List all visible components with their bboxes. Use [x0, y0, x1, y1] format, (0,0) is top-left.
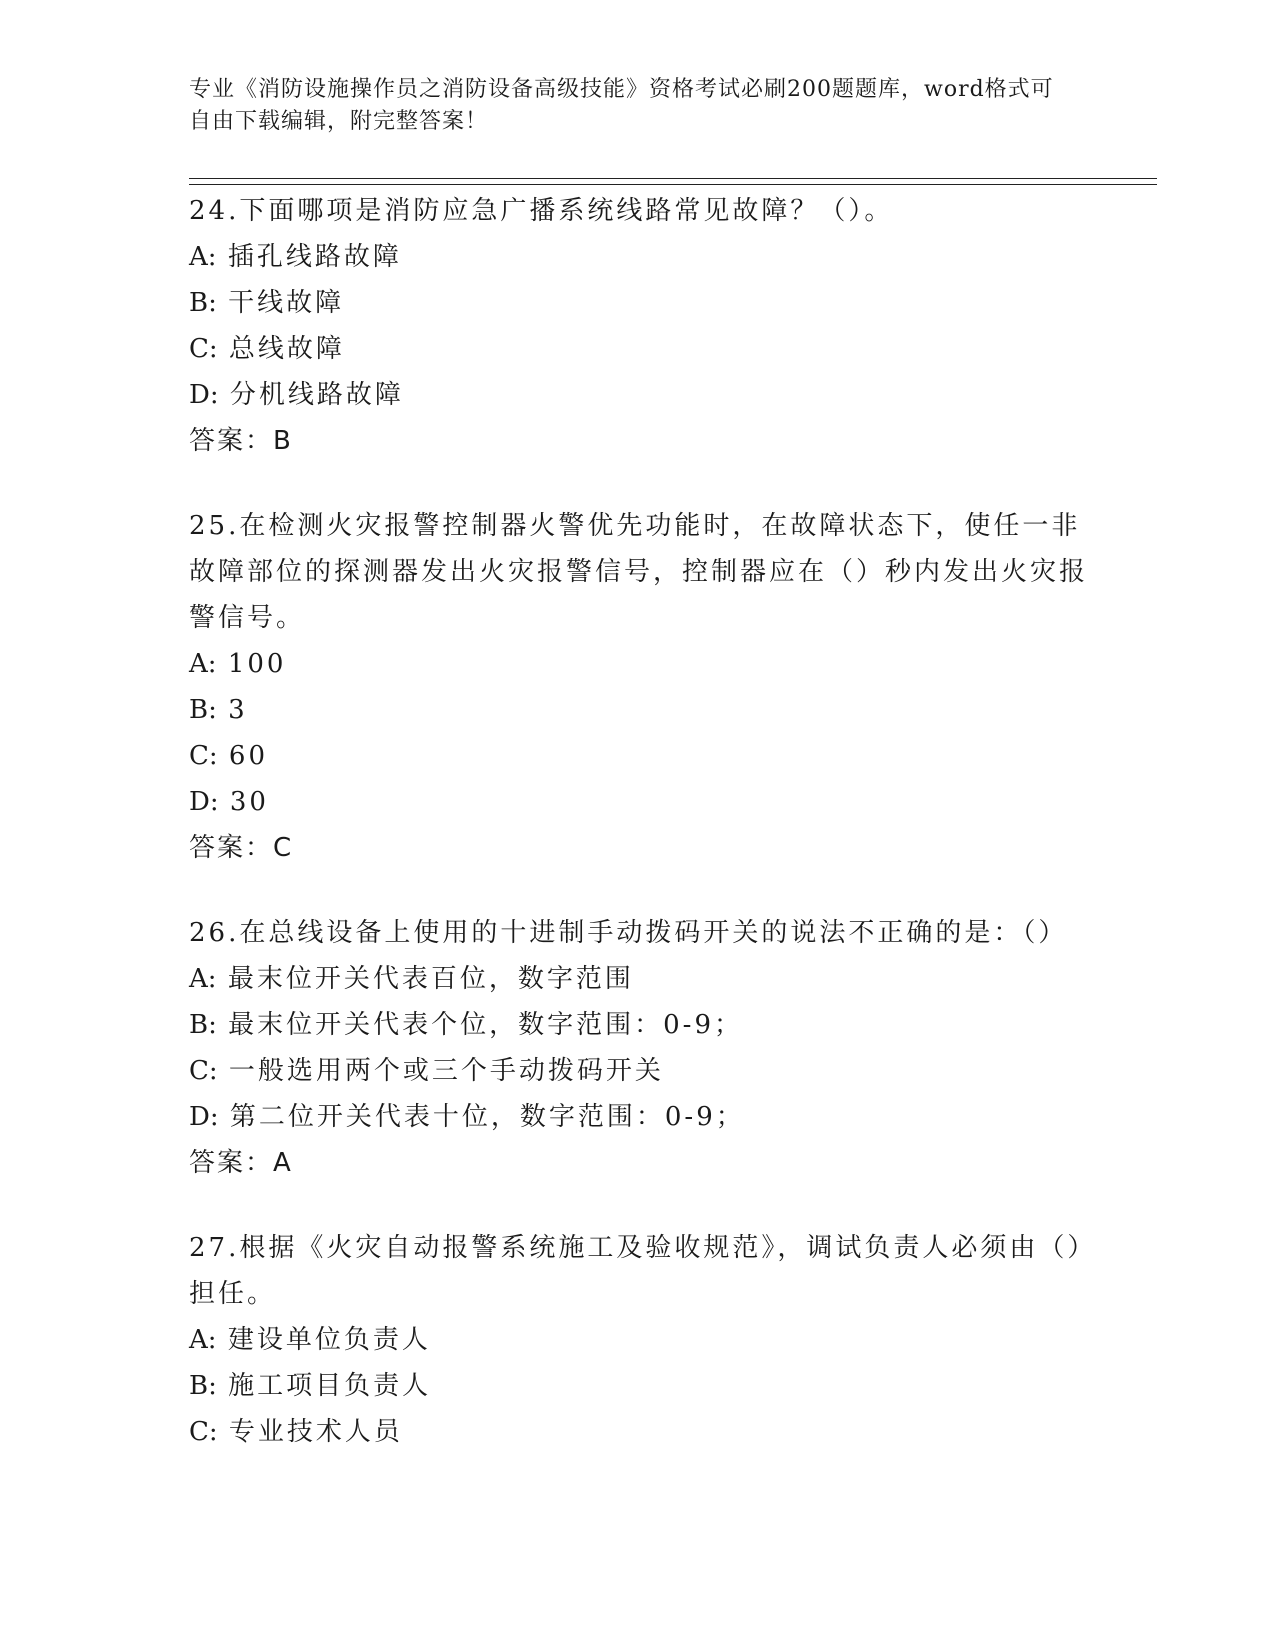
- question-stem: 27.根据《火灾自动报警系统施工及验收规范》，调试负责人必须由（）担任。: [189, 1233, 1084, 1309]
- option-letter: B:: [189, 695, 217, 725]
- document-header: 专业《消防设施操作员之消防设备高级技能》资格考试必刷200题题库，word格式可自由下载编辑，附完整答案！: [189, 77, 1054, 134]
- option-d: [189, 372, 1089, 418]
- option-b: [189, 687, 1089, 733]
- option-letter: C:: [189, 1056, 218, 1086]
- question-25: [189, 503, 1089, 871]
- option-letter: B:: [189, 1010, 217, 1040]
- answer-line: 答案：B: [189, 426, 293, 456]
- option-text: 3: [228, 695, 248, 725]
- option-text: 60: [228, 741, 269, 771]
- option-letter: D:: [189, 1102, 219, 1132]
- option-text: 30: [229, 787, 269, 817]
- question-stem: 25.在检测火灾报警控制器火警优先功能时，在故障状态下，使任一非故障部位的探测器发出火灾报警信号，控制器应在（）秒内发出火灾报警信号。: [189, 511, 1089, 633]
- option-letter: A:: [189, 649, 217, 679]
- option-text: 总线故障: [228, 334, 345, 364]
- option-letter: A:: [189, 964, 217, 994]
- option-text: 干线故障: [228, 288, 345, 318]
- option-a: [189, 1317, 1089, 1363]
- question-26: [189, 910, 1089, 1186]
- option-a: [189, 641, 1089, 687]
- question-24: [189, 188, 1089, 464]
- option-text: 一般选用两个或三个手动拨码开关: [228, 1056, 664, 1086]
- answer-line: 答案：C: [189, 833, 294, 863]
- option-letter: B:: [189, 288, 217, 318]
- option-c: [189, 1048, 1089, 1094]
- option-b: [189, 280, 1089, 326]
- header-divider-bottom: [189, 184, 1157, 185]
- option-d: [189, 1094, 1089, 1140]
- option-a: [189, 234, 1089, 280]
- option-letter: D:: [189, 787, 219, 817]
- question-27: [189, 1225, 1089, 1455]
- option-b: [189, 1002, 1089, 1048]
- option-letter: B:: [189, 1371, 217, 1401]
- option-letter: C:: [189, 1417, 218, 1447]
- option-letter: C:: [189, 741, 218, 771]
- option-text: 第二位开关代表十位，数字范围：0-9；: [229, 1102, 745, 1132]
- option-b: [189, 1363, 1089, 1409]
- option-text: 专业技术人员: [228, 1417, 403, 1447]
- option-c: [189, 1409, 1089, 1455]
- option-text: 建设单位负责人: [227, 1325, 431, 1355]
- option-letter: A:: [189, 242, 217, 272]
- option-text: 最末位开关代表个位，数字范围：0-9；: [228, 1010, 744, 1040]
- option-text: 分机线路故障: [229, 380, 404, 410]
- option-letter: C:: [189, 334, 218, 364]
- option-letter: A:: [189, 1325, 217, 1355]
- option-c: [189, 326, 1089, 372]
- option-letter: D:: [189, 380, 219, 410]
- option-a: [189, 956, 1089, 1002]
- option-c: [189, 733, 1089, 779]
- option-text: 插孔线路故障: [227, 242, 402, 272]
- option-text: 100: [227, 649, 287, 679]
- header-divider-top: [189, 178, 1157, 179]
- option-d: [189, 779, 1089, 825]
- question-stem: 24.下面哪项是消防应急广播系统线路常见故障？（）。: [189, 196, 894, 226]
- question-list: [189, 188, 1089, 1494]
- option-text: 最末位开关代表百位，数字范围: [227, 964, 634, 994]
- question-stem: 26.在总线设备上使用的十进制手动拨码开关的说法不正确的是：（）: [189, 918, 1068, 948]
- option-text: 施工项目负责人: [228, 1371, 432, 1401]
- answer-line: 答案：A: [189, 1148, 293, 1178]
